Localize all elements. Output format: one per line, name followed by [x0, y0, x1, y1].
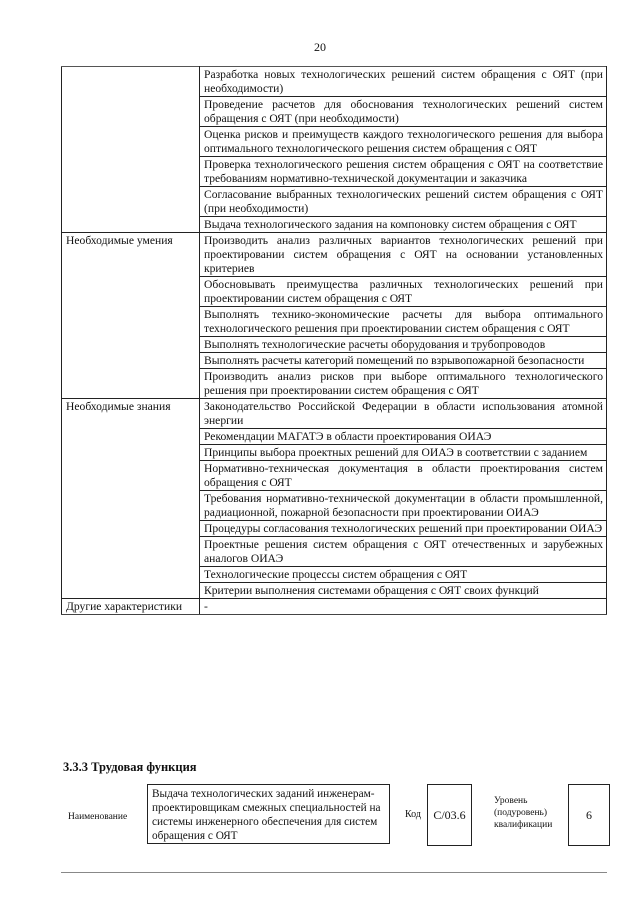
- row-text: Рекомендации МАГАТЭ в области проектирования ОИАЭ: [200, 429, 607, 445]
- row-text: Обосновывать преимущества различных технологических решений при проектировании систем обращения с ОЯТ: [200, 277, 607, 307]
- section-heading: 3.3.3 Трудовая функция: [63, 760, 197, 774]
- name-value-box: Выдача технологических заданий инженерам-проектировщикам смежных специальностей на системы инженерного обеспечения для систем обращения с ОЯТ: [147, 784, 390, 844]
- row-text: Проверка технологического решения систем обращения с ОЯТ на соответствие требованиям нормативно-технической документации и заказчика: [200, 157, 607, 187]
- knowledge-label: Необходимые знания: [62, 399, 200, 599]
- row-text: Критерии выполнения системами обращения с ОЯТ своих функций: [200, 583, 607, 599]
- level-value-box: 6: [568, 784, 610, 846]
- page-number: 20: [314, 40, 326, 54]
- requirements-table: [61, 66, 607, 615]
- code-label: Код: [405, 809, 421, 820]
- row-text: Производить анализ рисков при выборе оптимального технологического решения при проектировании систем обращения с ОЯТ: [200, 369, 607, 399]
- row-text: Согласование выбранных технологических решений систем обращения с ОЯТ (при необходимости): [200, 187, 607, 217]
- code-value-box: С/03.6: [427, 784, 472, 846]
- row-text: Требования нормативно-технической документации в области промышленной, радиационной, пожарной безопасности при проектировании ОИАЭ: [200, 491, 607, 521]
- row-text: Разработка новых технологических решений систем обращения с ОЯТ (при необходимости): [200, 67, 607, 97]
- other-characteristics-label: Другие характеристики: [62, 599, 200, 615]
- row-text: Проведение расчетов для обоснования технологических решений систем обращения с ОЯТ (при необходимости): [200, 97, 607, 127]
- row-text: Процедуры согласования технологических решений при проектировании ОИАЭ: [200, 521, 607, 537]
- row-text: Выполнять расчеты категорий помещений по взрывопожарной безопасности: [200, 353, 607, 369]
- row-text: Технологические процессы систем обращения с ОЯТ: [200, 567, 607, 583]
- skills-label: Необходимые умения: [62, 233, 200, 399]
- bottom-rule: [61, 872, 607, 873]
- row-text: Выполнять технологические расчеты оборудования и трубопроводов: [200, 337, 607, 353]
- labor-function-header: [0, 783, 640, 853]
- row-text: Выдача технологического задания на компоновку систем обращения с ОЯТ: [200, 217, 607, 233]
- table-row: [62, 399, 607, 429]
- row-text: Оценка рисков и преимуществ каждого технологического решения для выбора оптимального технологического решения систем обращения с ОЯТ: [200, 127, 607, 157]
- row-text: Выполнять технико-экономические расчеты для выбора оптимального технологического решения при проектировании систем обращения с ОЯТ: [200, 307, 607, 337]
- row-text: Законодательство Российской Федерации в области использования атомной энергии: [200, 399, 607, 429]
- table-row: [62, 599, 607, 615]
- table-row: [62, 67, 607, 97]
- row-label: [62, 67, 200, 233]
- name-label: Наименование: [68, 812, 128, 822]
- row-text: Производить анализ различных вариантов технологических решений при проектировании систем обращения с ОЯТ на основании установленных критериев: [200, 233, 607, 277]
- level-label: Уровень (подуровень) квалификации: [494, 796, 553, 830]
- row-text: Нормативно-техническая документация в области проектирования систем обращения с ОЯТ: [200, 461, 607, 491]
- table-row: [62, 233, 607, 277]
- row-text: Принципы выбора проектных решений для ОИАЭ в соответствии с заданием: [200, 445, 607, 461]
- row-text: Проектные решения систем обращения с ОЯТ отечественных и зарубежных аналогов ОИАЭ: [200, 537, 607, 567]
- row-text: -: [200, 599, 607, 615]
